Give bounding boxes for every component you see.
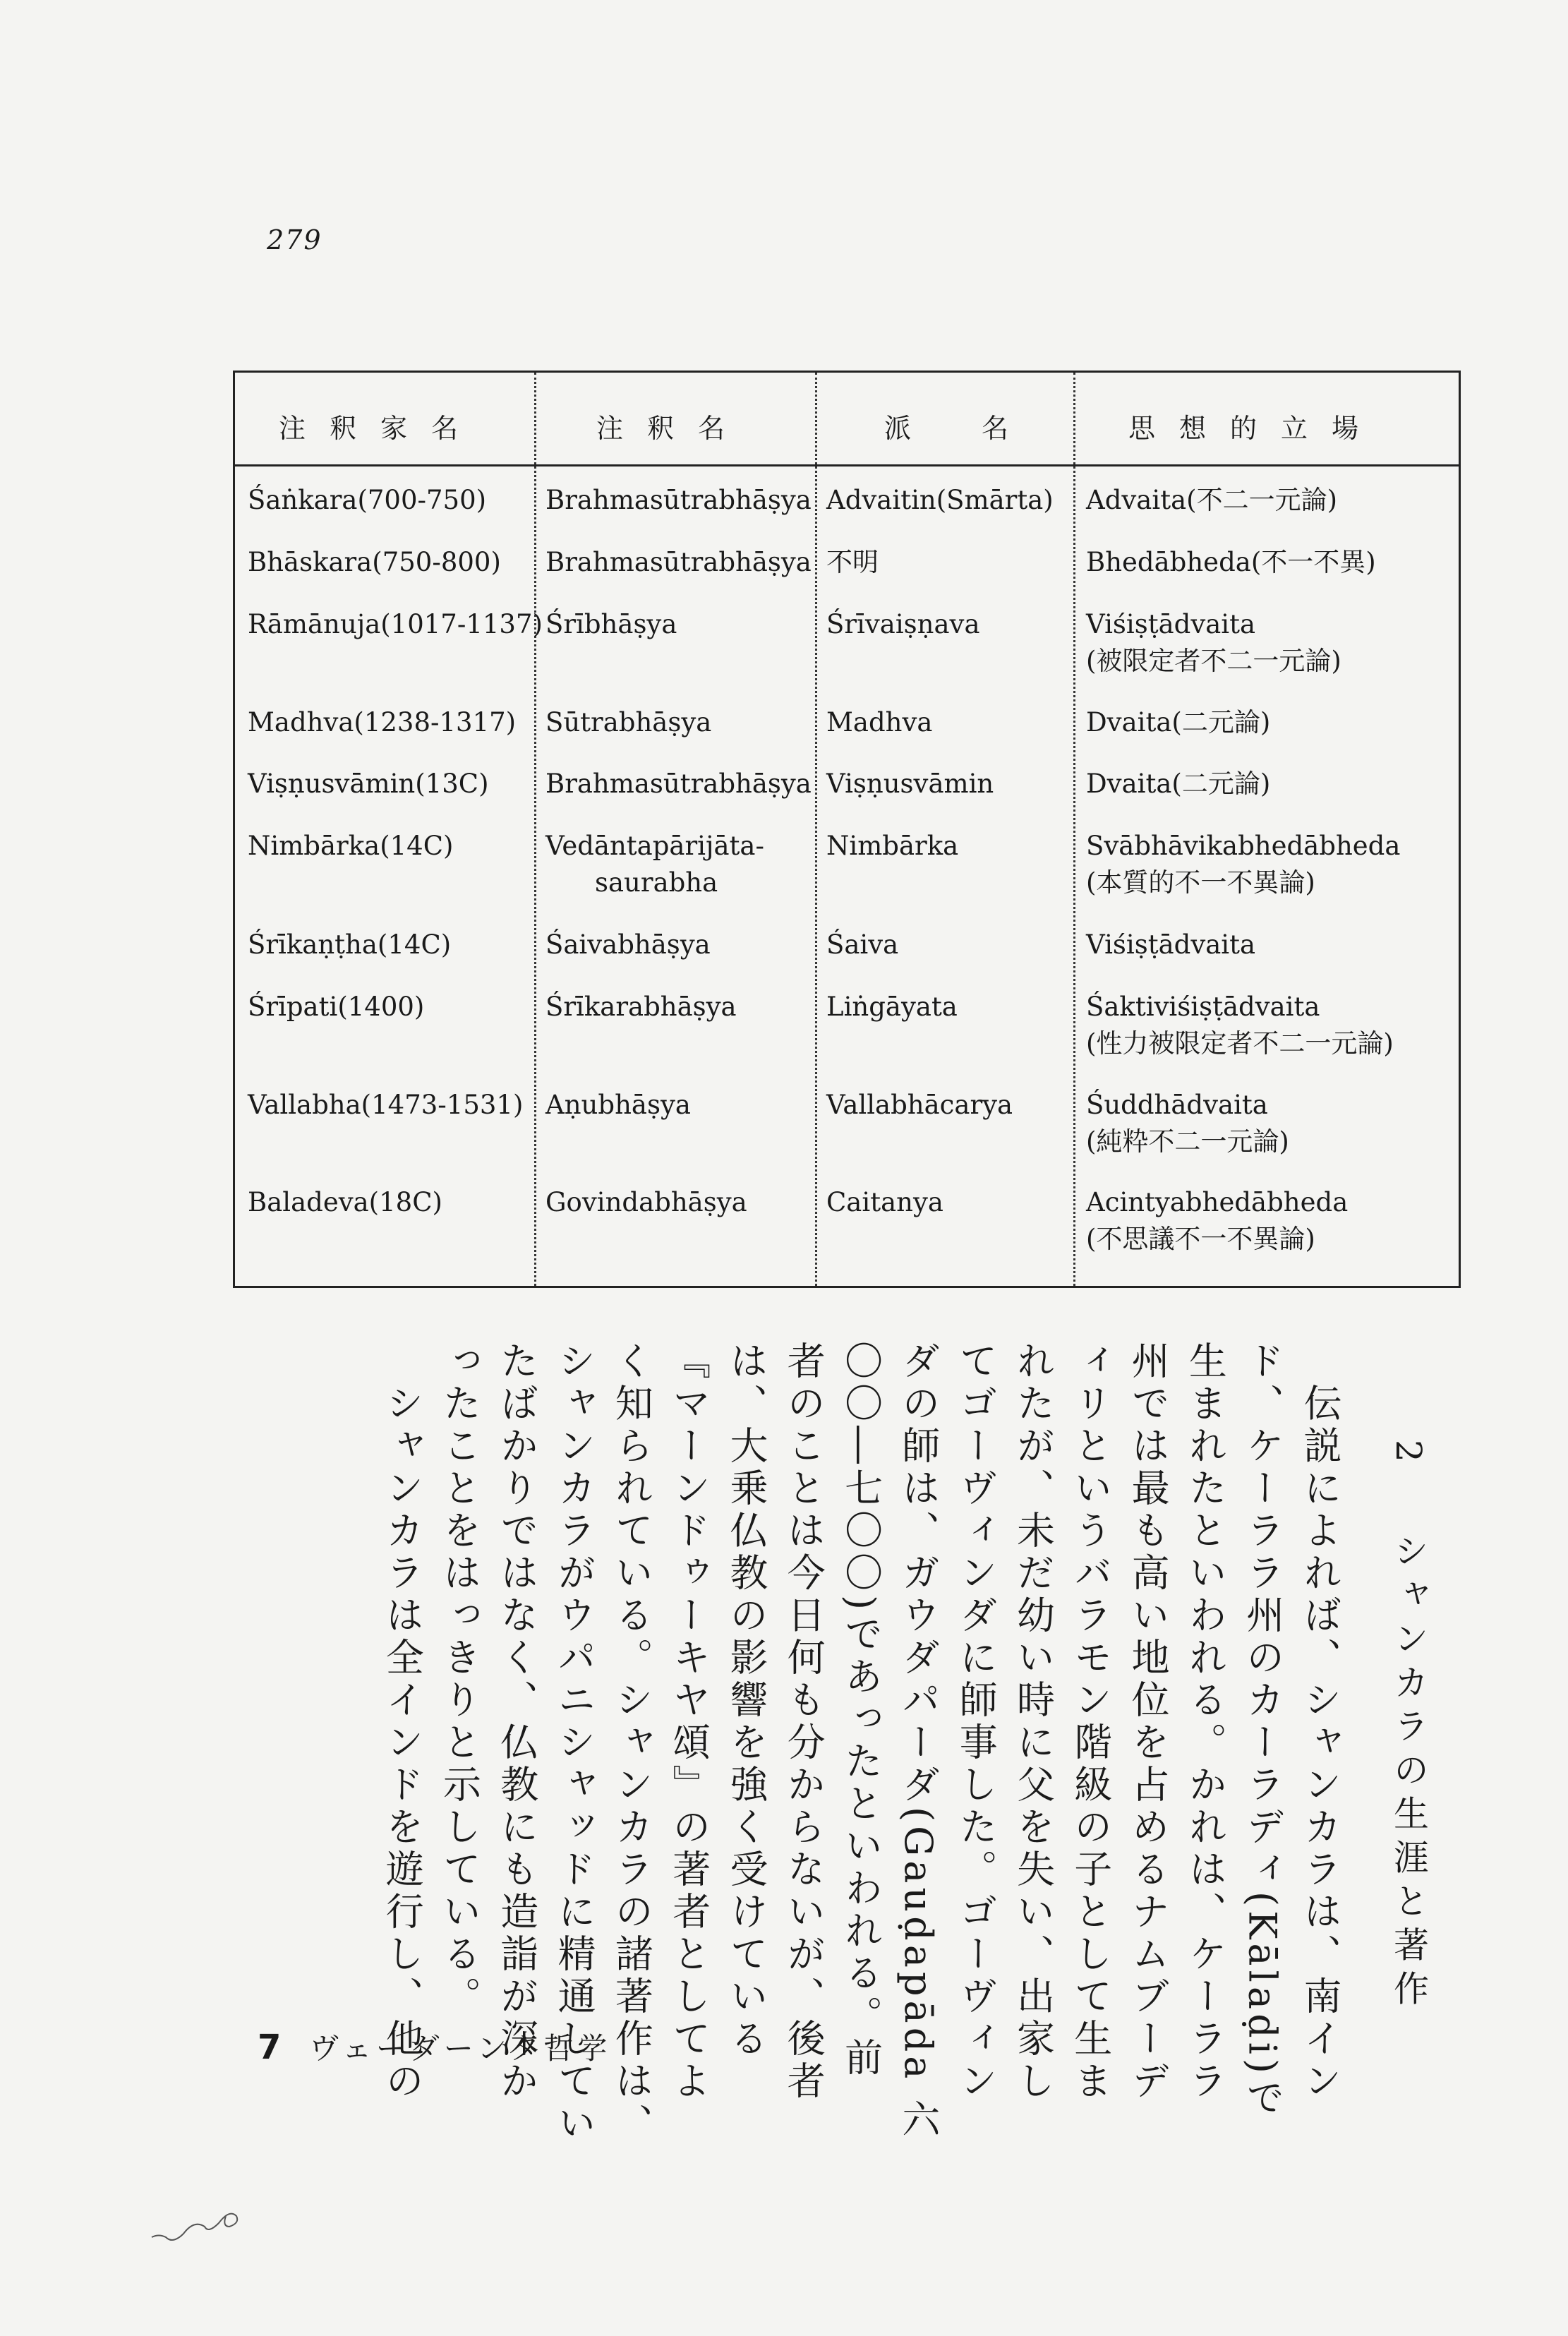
table-cell-commentator: Madhva(1238-1317): [248, 707, 517, 737]
table-cell-school: Madhva: [826, 707, 933, 737]
table-cell-school: Śaiva: [826, 929, 899, 960]
table-cell-school: Vallabhācarya: [826, 1090, 1013, 1120]
header-rule: [235, 464, 1459, 466]
text-column: ダの師は、ガウダパーダ(Gauḍapāda 六: [895, 1341, 941, 2142]
table-cell-school: Caitanya: [826, 1187, 943, 1217]
table-cell-school: Advaitin(Smārta): [826, 485, 1054, 515]
commentary-table: [233, 371, 1461, 1288]
table-cell-school: Viṣṇusvāmin: [826, 769, 994, 799]
table-cell-commentary: Vedāntapārijāta- saurabha: [545, 831, 764, 898]
text-column: は、大乗仏教の影響を強く受けている: [724, 1341, 768, 2061]
table-cell-commentator: Rāmānuja(1017-1137): [248, 609, 543, 639]
table-cell-commentator: Viṣṇusvāmin(13C): [248, 769, 489, 799]
footer: [258, 2025, 611, 2068]
table-cell-position: Svābhāvikabhedābheda (本質的不一不異論): [1086, 831, 1401, 898]
table-cell-commentary: Śrībhāṣya: [545, 609, 677, 639]
table-cell-commentary: Brahmasūtrabhāṣya: [545, 547, 812, 577]
chapter-number: 7: [258, 2028, 282, 2067]
text-column: たばかりではなく、仏教にも造詣が深か: [494, 1341, 539, 2103]
text-column: く知られている。シャンカラの諸著作は、: [609, 1341, 654, 2145]
section-number: 2: [1388, 1440, 1429, 1471]
text-column: れたが、未だ幼い時に父を失い、出家し: [1011, 1341, 1056, 2103]
table-cell-commentary: Brahmasūtrabhāṣya: [545, 485, 812, 515]
text-column: シャンカラは全インドを遊行し、他の: [380, 1383, 425, 2103]
table-cell-commentator: Śrīpati(1400): [248, 992, 425, 1022]
table-cell-school: Liṅgāyata: [826, 992, 958, 1022]
table-cell-school: Nimbārka: [826, 831, 959, 861]
table-cell-position: Advaita(不二一元論): [1086, 485, 1337, 515]
table-cell-commentator: Śaṅkara(700-750): [248, 485, 487, 515]
header-position: 思想的立場: [1128, 413, 1383, 444]
header-commentator: 注釈家名: [279, 413, 483, 444]
table-cell-commentator: Nimbārka(14C): [248, 831, 454, 861]
text-column: 〇〇―七〇〇)であったといわれる。前: [838, 1341, 883, 2081]
header-school: 派名: [884, 413, 1080, 444]
table-cell-commentary: Sūtrabhāṣya: [545, 707, 712, 737]
table-cell-position: Dvaita(二元論): [1086, 769, 1271, 799]
text-column: 州では最も高い地位を占めるナムブーデ: [1126, 1341, 1171, 2103]
table-cell-commentator: Bhāskara(750-800): [248, 547, 501, 577]
table-cell-commentary: Govindabhāṣya: [545, 1187, 747, 1217]
table-cell-commentary: Śrīkarabhāṣya: [545, 992, 737, 1022]
column-divider: [815, 373, 817, 1286]
text-column: 伝説によれば、シャンカラは、南イン: [1298, 1383, 1342, 2103]
text-column: シャンカラがウパニシャッドに精通してい: [552, 1341, 597, 2145]
page-number: 279: [267, 224, 322, 255]
text-column: ィリというバラモン階級の子として生ま: [1068, 1341, 1113, 2103]
table-cell-position: Acintyabhedābheda (不思議不一不異論): [1086, 1187, 1349, 1254]
table-cell-school: Śrīvaiṣṇava: [826, 609, 980, 639]
text-column: 生まれたといわれる。かれは、ケーララ: [1183, 1341, 1228, 2103]
column-divider: [534, 373, 536, 1286]
text-column: てゴーヴィンダに師事した。ゴーヴィン: [953, 1341, 999, 2103]
section-title: シャンカラの生涯と著作: [1388, 1532, 1429, 2014]
table-cell-commentary: Śaivabhāṣya: [545, 929, 711, 960]
table-cell-position: Śuddhādvaita (純粋不二一元論): [1086, 1090, 1289, 1157]
text-column: ド、ケーララ州のカーラディ(Kālaḍi)で: [1240, 1341, 1285, 2120]
text-column: 『マーンドゥーキヤ頌』の著者としてよ: [666, 1341, 711, 2103]
section-heading: [1383, 1440, 1434, 2014]
table-cell-position: Śaktiviśiṣṭādvaita (性力被限定者不二一元論): [1086, 992, 1394, 1059]
pen-scribble: [148, 2195, 254, 2251]
table-cell-school: 不明: [826, 547, 879, 577]
table-cell-position: Bhedābheda(不一不異): [1086, 547, 1376, 577]
table-cell-position: Dvaita(二元論): [1086, 707, 1271, 737]
table-cell-position: Viśiṣṭādvaita: [1086, 929, 1256, 960]
table-cell-commentator: Baladeva(18C): [248, 1187, 442, 1217]
table-cell-commentary: Aṇubhāṣya: [545, 1090, 691, 1120]
table-cell-commentary: Brahmasūtrabhāṣya: [545, 769, 812, 799]
text-column: ったことをはっきりと示している。: [437, 1341, 482, 2018]
table-cell-position: Viśiṣṭādvaita (被限定者不二一元論): [1086, 609, 1341, 676]
header-commentary: 注釈名: [596, 413, 749, 444]
table-cell-commentator: Śrīkaṇṭha(14C): [248, 929, 452, 960]
column-divider: [1073, 373, 1075, 1286]
chapter-title: ヴェーダーンタ哲学: [309, 2031, 612, 2066]
table-cell-commentator: Vallabha(1473-1531): [248, 1090, 524, 1120]
text-column: 者のことは今日何も分からないが、後者: [781, 1341, 826, 2103]
